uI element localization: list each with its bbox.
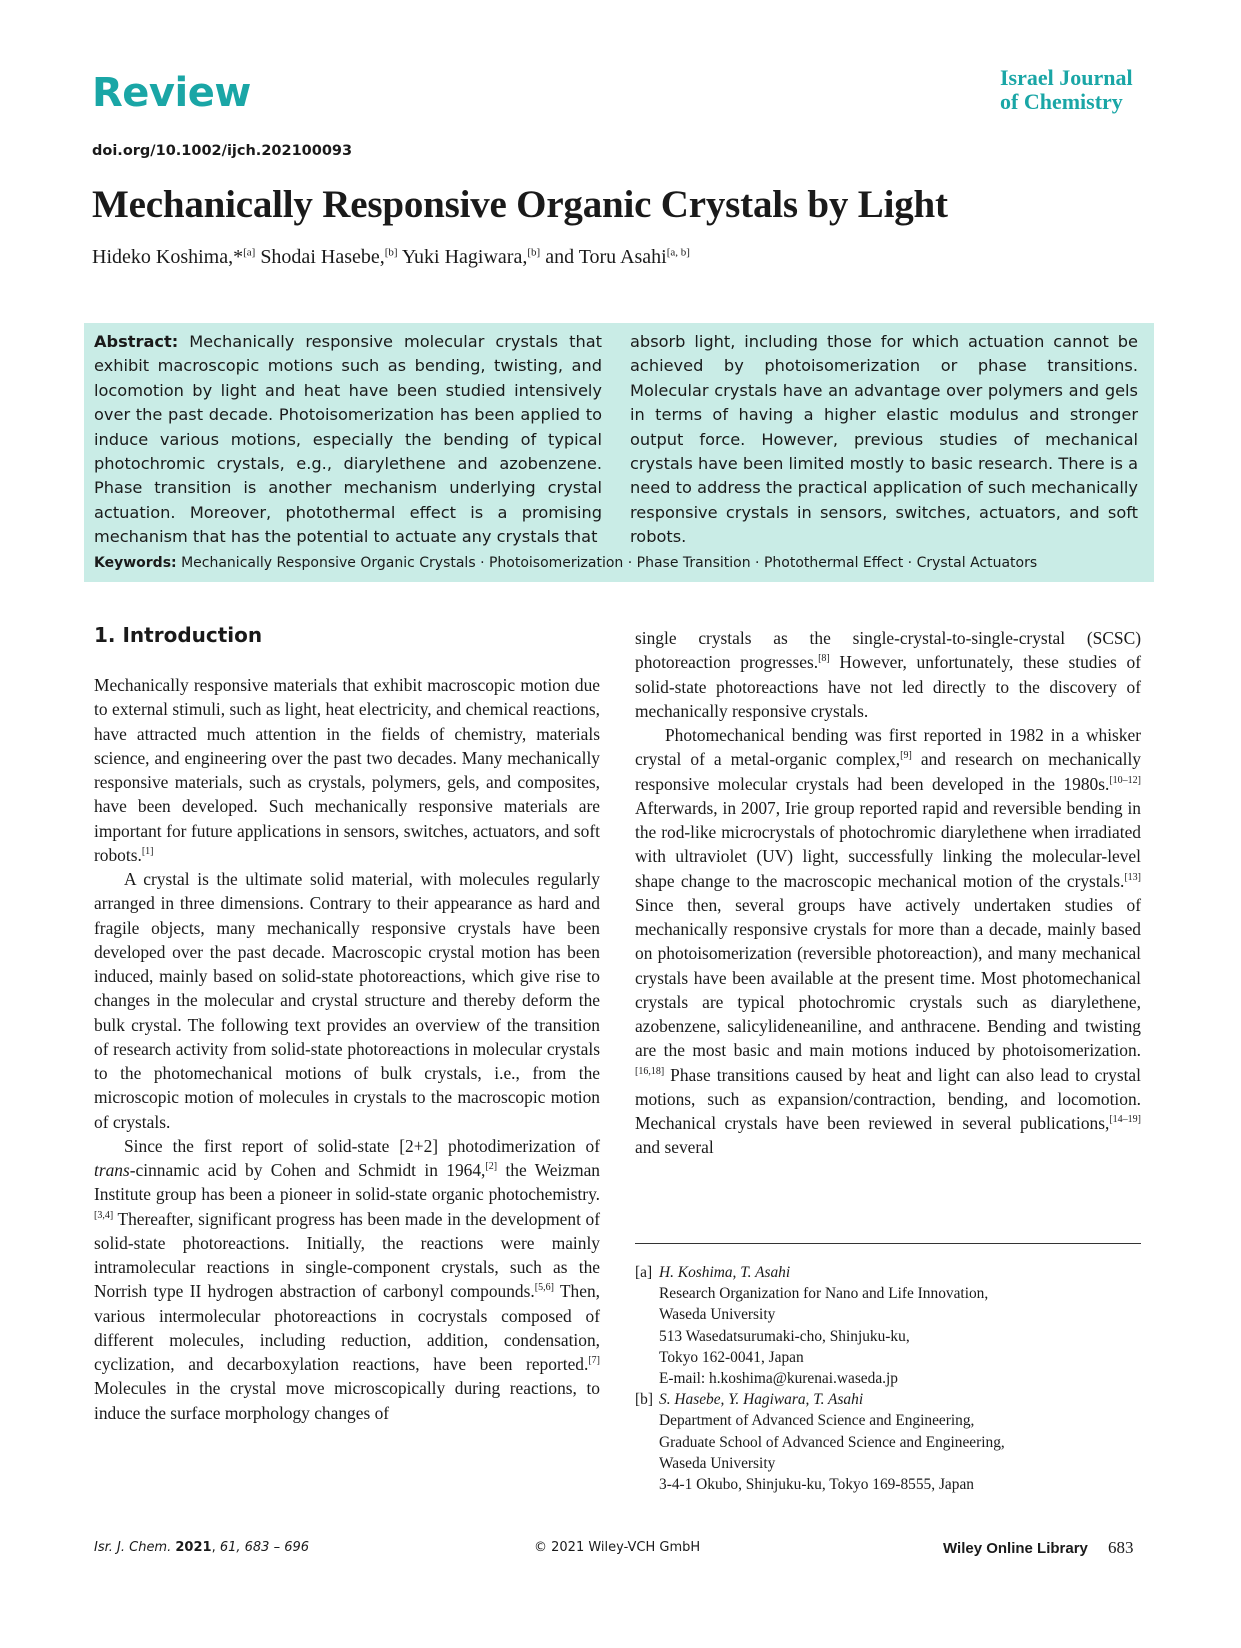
body-paragraph: single crystals as the single-crystal-to-single-crystal (SCSC) photoreaction progresses.[8] However, unfortunately, these studies of solid-state photoreactions have not led directly to the discovery of mechanically responsive crystals.: [635, 628, 1141, 721]
journal-name: [1000, 66, 1160, 114]
citation-reference: [9]: [900, 750, 912, 762]
footnote-address-line: Department of Advanced Science and Engineering,: [659, 1412, 975, 1430]
journal-name-line2: of Chemistry: [1000, 89, 1123, 114]
footnote-address-line: 3-4-1 Okubo, Shinjuku-ku, Tokyo 169-8555, Japan: [659, 1476, 974, 1494]
abstract-left-body: Mechanically responsive molecular crystals that exhibit macroscopic motions such as bending, twisting, and locomotion by light and heat have been studied intensively over the past decade. Photoisomerization has been applied to induce various motions, especially the bending of typical photochromic crystals, e.g., diarylethene and azobenzene. Phase transition is another mechanism underlying crystal actuation. Moreover, photothermal effect is a promising mechanism that has the potential to actuate any crystals that: [94, 332, 602, 547]
footnote-divider: [635, 1243, 1141, 1244]
citation-reference: [1]: [141, 845, 154, 857]
section-label: Review: [92, 70, 251, 116]
body-paragraph: Photomechanical bending was first reported in 1982 in a whisker crystal of a metal-organic complex,[9] and research on mechanically responsive molecular crystals had been developed in the 1980s.[10–12] Afterwards, in 2007, Irie group reported rapid and reversible bending in the rod-like microcrystals of photochromic diarylethene when irradiated with ultraviolet (UV) light, successfully linking the molecular-level shape change to the macroscopic mechanical motion of the crystals.[13] Since then, several groups have actively undertaken studies of mechanically responsive crystals for more than a decade, mainly based on photoisomerization (reversible photoreaction), and many mechanical crystals have been available at the present time. Most photomechanical crystals are typical photochromic crystals such as diarylethene, azobenzene, salicylideneaniline, and anthracene. Bending and twisting are the most basic and main motions induced by photoisomerization.[16,18] Phase transitions caused by heat and light can also lead to crystal motions, such as expansion/contraction, bending, and locomotion. Mechanical crystals have been reviewed in several publications,[14–19] and several: [635, 725, 1141, 1158]
keywords-line: [94, 555, 1037, 571]
author-affiliation-mark: [a]: [243, 246, 256, 259]
italic-term: trans: [94, 1160, 130, 1180]
author-name: Shodai Hasebe,: [260, 246, 385, 268]
author-affiliation-mark: [b]: [527, 246, 541, 259]
footnote-author-names: S. Hasebe, Y. Hagiwara, T. Asahi: [659, 1391, 864, 1409]
footnote-label: [b]: [635, 1391, 653, 1409]
author-name: Yuki Hagiwara,: [401, 246, 528, 268]
citation-reference: [8]: [818, 653, 830, 665]
body-paragraph: A crystal is the ultimate solid material, with molecules regularly arranged in three dimensions. Contrary to their appearance as hard and fragile objects, many mechanically responsive crystals have been developed over the past decade. Macroscopic crystal motion has been induced, mainly based on solid-state photoreactions, which give rise to changes in the molecular and crystal structure and thereby deform the bulk crystal. The following text provides an overview of the transition of research activity from solid-state photoreactions in molecular crystals to the photomechanical motions of bulk crystals, i.e., from the microscopic motion of molecules in crystals to the macroscopic motion of crystals.: [94, 869, 600, 1132]
author-list: Hideko Koshima,*[a] Shodai Hasebe,[b] Yuki Hagiwara,[b] and Toru Asahi[a, b]: [92, 246, 690, 268]
footnote-label: [a]: [635, 1264, 653, 1281]
footnote-address-line: Research Organization for Nano and Life Innovation,: [659, 1285, 989, 1303]
abstract-label: Abstract:: [94, 332, 179, 351]
footer-journal-abbrev: Isr. J. Chem.: [94, 1540, 172, 1555]
affiliation-footnotes: [635, 1262, 1141, 1495]
author-name: Toru Asahi: [578, 246, 667, 268]
keywords-label: Keywords:: [94, 555, 177, 571]
author-affiliation-mark: [b]: [384, 246, 398, 259]
citation-reference: [16,18]: [635, 1065, 665, 1077]
citation-reference: [7]: [588, 1355, 600, 1367]
author-name: Hideko Koshima,*: [92, 246, 244, 268]
citation-reference: [2]: [485, 1161, 498, 1173]
citation-footer: Isr. J. Chem. 2021, 61, 683 – 696: [94, 1540, 310, 1555]
footnote-address-line: Tokyo 162-0041, Japan: [659, 1348, 804, 1366]
wiley-online-library-link[interactable]: Wiley Online Library: [943, 1540, 1088, 1557]
page-number: 683: [1108, 1538, 1134, 1557]
citation-reference: [13]: [1124, 871, 1141, 883]
keywords-list: Mechanically Responsive Organic Crystals · Photoisomerization · Phase Transition · Photothermal Effect · Crystal Actuators: [181, 555, 1038, 571]
doi-link[interactable]: doi.org/10.1002/ijch.202100093: [92, 143, 353, 159]
abstract-text-right: absorb light, including those for which actuation cannot be achieved by photoisomerization or phase transitions. Molecular crystals have an advantage over polymers and gels in terms of having a higher elastic modulus and stronger output force. However, previous studies of mechanical crystals have been limited mostly to basic research. There is a need to address the practical application of such mechanically responsive crystals in sensors, switches, actuators, and soft robots.: [630, 332, 1138, 547]
article-title: Mechanically Responsive Organic Crystals by Light: [92, 183, 948, 226]
footer-year: 2021: [175, 1540, 212, 1555]
body-column-left: [94, 673, 600, 1425]
footnote-author-names: H. Koshima, T. Asahi: [659, 1264, 791, 1281]
body-paragraph: Since the first report of solid-state [2+2] photodimerization of trans-cinnamic acid by Cohen and Schmidt in 1964,[2] the Weizman Institute group has been a pioneer in solid-state organic photochemistry.[3,4] Thereafter, significant progress has been made in the development of solid-state photoreactions. Initially, the reactions were mainly intramolecular reactions in single-component crystals, such as the Norrish type II hydrogen abstraction of carbonyl compounds.[5,6] Then, various intermolecular photoreactions in cocrystals composed of different molecules, including reduction, addition, condensation, cyclization, and decarboxylation reactions, have been reported.[7] Molecules in the crystal move microscopically during reactions, to induce the surface morphology changes of: [94, 1135, 601, 1423]
footnote-address-line: E-mail: h.koshima@kurenai.waseda.jp: [659, 1370, 898, 1388]
citation-reference: [10–12]: [1109, 774, 1141, 786]
copyright-notice: © 2021 Wiley-VCH GmbH: [534, 1540, 701, 1555]
citation-reference: [5,6]: [534, 1282, 554, 1294]
citation-reference: [3,4]: [94, 1209, 114, 1221]
footnote-authors: [635, 1389, 1141, 1410]
citation-reference: [14–19]: [1109, 1114, 1141, 1126]
section-heading-introduction: 1. Introduction: [94, 623, 263, 647]
footnote-address-line: Waseda University: [659, 1306, 776, 1324]
footnote-authors: [635, 1262, 1141, 1283]
author-affiliation-mark: [a, b]: [666, 246, 690, 259]
footnote-address-line: Waseda University: [659, 1454, 776, 1472]
abstract-text-left: [94, 330, 602, 550]
footnote-address-line: Graduate School of Advanced Science and Engineering,: [659, 1433, 1005, 1451]
body-paragraph: Mechanically responsive materials that exhibit macroscopic motion due to external stimuli, such as light, heat electricity, and chemical reactions, have attracted much attention in the fields of chemistry, materials science, and engineering over the past two decades. Many mechanically responsive materials, such as crystals, polymers, gels, and composites, have been developed. Such mechanically responsive materials are important for future applications in sensors, switches, actuators, and soft robots.[1]: [94, 675, 600, 865]
footnote-address-line: 513 Wasedatsurumaki-cho, Shinjuku-ku,: [659, 1327, 910, 1345]
journal-name-line1: Israel Journal: [1000, 65, 1133, 90]
footer-volume-pages: 61, 683 – 696: [219, 1540, 310, 1555]
body-column-right: [635, 626, 1141, 1160]
